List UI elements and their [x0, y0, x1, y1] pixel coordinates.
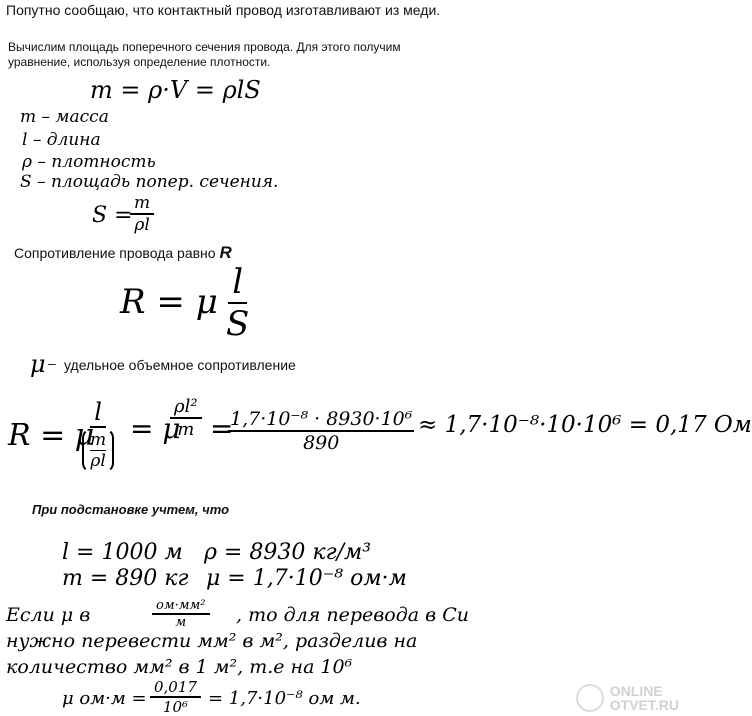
area-equation-lhs: S = [92, 203, 133, 228]
watermark-line-2: OTVET.RU [609, 697, 679, 713]
note-line-4-fraction [150, 678, 201, 716]
resistance-equation-fraction [222, 262, 253, 344]
big-eq-fraction-2 [170, 396, 202, 440]
given-length: l = 1000 м [62, 540, 183, 565]
note-line-4-lhs: μ ом·м = [62, 688, 147, 709]
big-eq-fraction-1 [82, 398, 114, 473]
note-line-3: количество мм² в 1 м², т.е на 10⁶ [6, 656, 353, 678]
big-eq-equals-mu: = μ [130, 412, 181, 445]
calc-intro-line-2: уравнение, используя определение плотности. [8, 55, 271, 69]
note-line-4-num: 0,017 [150, 678, 201, 698]
resistance-equation-numerator: l [228, 262, 247, 304]
note-line-2: нужно перевести мм² в м², разделив на [6, 630, 418, 652]
mass-equation: m = ρ·V = ρlS [90, 76, 261, 104]
big-eq-fraction-3-den: 890 [303, 432, 340, 454]
big-eq-fraction-3 [228, 408, 414, 454]
big-eq-fraction-2-den: m [177, 419, 195, 440]
area-equation-denominator: ρl [134, 215, 150, 235]
area-equation-numerator: m [130, 193, 154, 215]
big-eq-fraction-2-num: ρl² [170, 396, 202, 419]
note-unit-num: ом·мм² [152, 598, 210, 615]
watermark [576, 684, 679, 712]
definition-mass: m – масса [20, 107, 109, 127]
big-eq-fraction-1-num: l [90, 398, 106, 428]
resistance-equation-denominator: S [226, 304, 250, 344]
resistance-label [14, 243, 232, 263]
given-mass: m = 890 кг [62, 566, 189, 591]
big-eq-equals-3: = [210, 412, 234, 445]
big-eq-inner-num: m [90, 430, 107, 450]
calc-intro-line-1: Вычислим площадь поперечного сечения провода. Для этого получим [8, 40, 401, 54]
note-line-1b: , то для перевода в Си [236, 604, 470, 626]
watermark-line-1: ONLINE [609, 683, 663, 699]
note-line-4-rhs: = 1,7·10⁻⁸ ом м. [208, 688, 361, 709]
resistance-label-text: Сопротивление провода равно [14, 245, 216, 261]
lightbulb-icon [576, 684, 604, 712]
definition-length: l – длина [22, 130, 101, 150]
big-eq-fraction-3-num: 1,7·10⁻⁸ · 8930·10⁶ [230, 408, 413, 430]
note-line-4-den: 10⁶ [162, 698, 189, 716]
intro-text: Попутно сообщаю, что контактный провод изготавливают из меди. [6, 2, 441, 18]
definition-density: ρ – плотность [22, 152, 156, 172]
resistance-symbol: R [219, 243, 232, 262]
watermark-text [610, 684, 679, 712]
note-unit-fraction [152, 598, 210, 630]
given-density: ρ = 8930 кг/м³ [204, 540, 372, 565]
definition-area: S – площадь попер. сечения. [20, 172, 279, 192]
area-equation-fraction [130, 193, 154, 235]
mu-symbol: μ [30, 350, 46, 378]
big-eq-lhs: R = μ [8, 418, 95, 453]
big-eq-fraction-1-den [82, 428, 114, 473]
big-eq-approx: ≈ 1,7·10⁻⁸·10·10⁶ = 0,17 Ом [418, 412, 752, 438]
big-eq-inner-den: ρl [90, 451, 106, 471]
substitution-label: При подстановке учтем, что [32, 502, 230, 517]
note-line-1a: Если μ в [6, 604, 91, 626]
resistance-equation-lhs: R = μ [120, 282, 218, 322]
note-unit-den: м [175, 615, 187, 630]
mu-definition: удельное объемное сопротивление [64, 357, 296, 373]
mu-dash: – [48, 355, 56, 371]
given-resistivity: μ = 1,7·10⁻⁸ ом·м [206, 566, 407, 591]
